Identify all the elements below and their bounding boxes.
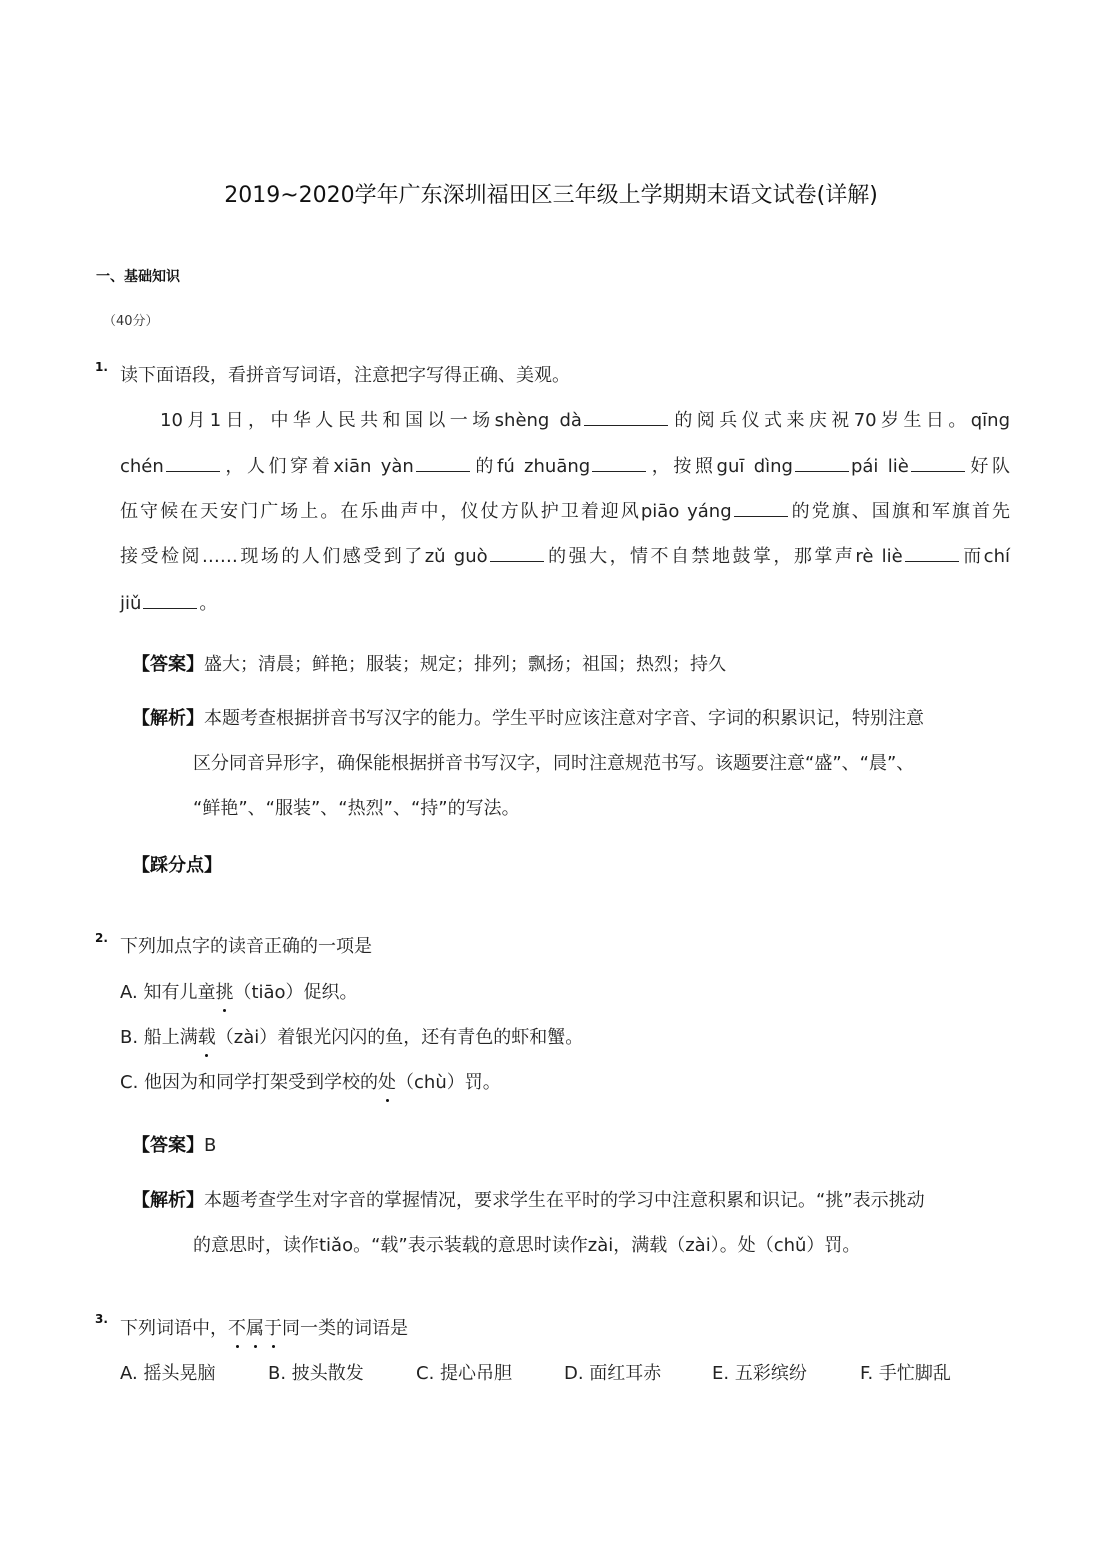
option-a[interactable]: A. 知有儿童挑（tiāo）促织。 (120, 978, 358, 1004)
answer-label: 【答案】 (132, 1135, 204, 1156)
question-2-analysis-line-2: 的意思时，读作tiǎo。“载”表示装载的意思时读作zài，满载（zài）。处（chǔ）罚。 (193, 1235, 861, 1256)
option-c[interactable]: C. 提心吊胆 (416, 1363, 513, 1384)
option-e[interactable]: E. 五彩缤纷 (712, 1363, 807, 1384)
question-2-answer (132, 1131, 216, 1157)
question-2-prompt: 下列加点字的读音正确的一项是 (120, 936, 372, 957)
question-1-prompt: 读下面语段，看拼音写词语，注意把字写得正确、美观。 (120, 365, 570, 386)
answer-blank[interactable] (490, 543, 544, 562)
option-b[interactable]: B. 披头散发 (268, 1363, 364, 1384)
option-d[interactable]: D. 面红耳赤 (564, 1363, 662, 1384)
section-score: （40分） (103, 314, 159, 329)
answer-label: 【答案】 (132, 654, 204, 675)
question-3-prompt: 下列词语中，不属于同一类的词语是 (120, 1314, 408, 1340)
answer-blank[interactable] (592, 453, 646, 472)
question-1-passage-line-3: 伍守候在天安门广场上。在乐曲声中，仪仗方队护卫着迎风piāo yáng 的党旗、国旗和军旗首先 (120, 497, 1010, 523)
page-title: 2019~2020学年广东深圳福田区三年级上学期期末语文试卷(详解) (224, 183, 878, 208)
answer-text: 盛大；清晨；鲜艳；服装；规定；排列；飘扬；祖国；热烈；持久 (204, 654, 726, 675)
answer-text: B (204, 1135, 217, 1156)
option-a[interactable]: A. 摇头晃脑 (120, 1363, 216, 1384)
question-1-number: 1. (95, 360, 108, 374)
question-1-passage-line-1: 10月1日，中华人民共和国以一场shèng dà 的阅兵仪式来庆祝70岁生日。qīng (160, 406, 1010, 432)
question-3-number: 3. (95, 1312, 108, 1326)
answer-blank[interactable] (166, 453, 220, 472)
question-2-number: 2. (95, 931, 108, 945)
question-1-analysis (132, 704, 924, 730)
answer-blank[interactable] (905, 543, 959, 562)
question-1-analysis-line-3: “鲜艳”、“服装”、“热烈”、“持”的写法。 (193, 798, 520, 819)
question-1-analysis-line-2: 区分同音异形字，确保能根据拼音书写汉字，同时注意规范书写。该题要注意“盛”、“晨”、 (193, 753, 915, 774)
question-1-passage-line-5: jiǔ 。 (120, 589, 217, 615)
question-1-passage-line-4: 接受检阅……现场的人们感受到了zǔ guò 的强大，情不自禁地鼓掌，那掌声rè liè 而chí (120, 542, 1010, 568)
answer-blank[interactable] (911, 453, 965, 472)
question-2-analysis (132, 1186, 925, 1212)
analysis-label: 【解析】 (132, 1190, 204, 1211)
question-1-answer (132, 650, 726, 676)
analysis-label: 【解析】 (132, 708, 204, 729)
answer-blank[interactable] (143, 590, 197, 609)
question-3-options (120, 1359, 1008, 1385)
option-b[interactable]: B. 船上满载（zài）着银光闪闪的鱼，还有青色的虾和蟹。 (120, 1023, 583, 1049)
answer-blank[interactable] (795, 453, 849, 472)
option-c[interactable]: C. 他因为和同学打架受到学校的处（chù）罚。 (120, 1068, 501, 1094)
answer-blank[interactable] (584, 407, 668, 426)
answer-blank[interactable] (416, 453, 470, 472)
analysis-text: 本题考查学生对字音的掌握情况，要求学生在平时的学习中注意积累和识记。“挑”表示挑动 (204, 1190, 925, 1211)
question-1-passage-line-2: chén ，人们穿着xiān yàn 的fú zhuāng ，按照guī dìng pái liè 好队 (120, 452, 1010, 478)
analysis-text: 本题考查根据拼音书写汉字的能力。学生平时应该注意对字音、字词的积累识记，特别注意 (204, 708, 924, 729)
option-f[interactable]: F. 手忙脚乱 (860, 1363, 951, 1384)
scoring-points-label: 【踩分点】 (132, 855, 222, 876)
answer-blank[interactable] (734, 498, 788, 517)
section-heading: 一、基础知识 (96, 269, 180, 285)
